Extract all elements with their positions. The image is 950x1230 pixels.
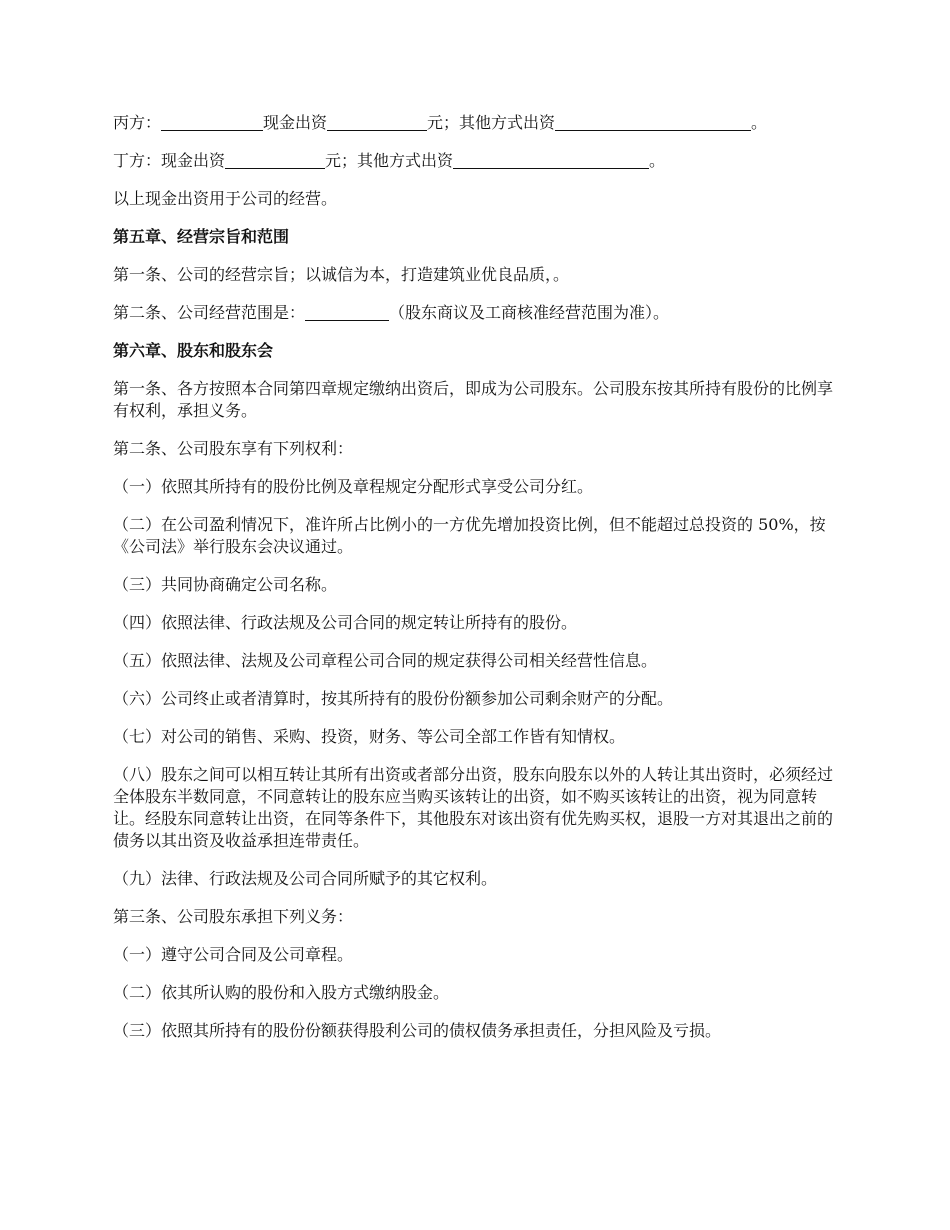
document-page [113, 112, 841, 1058]
party-c-label: 丙方： [113, 113, 162, 132]
party-d-other-blank [453, 152, 649, 169]
party-c-line [113, 112, 841, 134]
right-item-9: （九）法律、行政法规及公司合同所赋予的其它权利。 [113, 869, 498, 888]
scope-label: 第二条、公司经营范围是： [113, 303, 306, 322]
right-item-6: （六）公司终止或者清算时，按其所持有的股份份额参加公司剩余财产的分配。 [113, 689, 674, 708]
party-c-other-label: 元；其他方式出资 [427, 113, 556, 132]
obligation-item-2: （二）依其所认购的股份和入股方式缴纳股金。 [113, 983, 450, 1002]
chapter-5-heading: 第五章、经营宗旨和范围 [113, 227, 290, 246]
scope-blank [305, 304, 389, 321]
right-item-4: （四）依照法律、行政法规及公司合同的规定转让所持有的股份。 [113, 613, 578, 632]
right-item-1: （一）依照其所持有的股份比例及章程规定分配形式享受公司分红。 [113, 477, 594, 496]
right-item-8: （八）股东之间可以相互转让其所有出资或者部分出资，股东向股东以外的人转让其出资时，必须经过全体股东半数同意，不同意转让的股东应当购买该转让的出资，如不购买该转让的出资，视为同意转让。经股东同意转让出资，在同等条件下，其他股东对该出资有优先购买权，退股一方对其退出之前的债务以其出资及收益承担连带责任。 [113, 765, 834, 850]
party-c-cash-label: 现金出资 [263, 113, 328, 132]
article-3-obligations: 第三条、公司股东承担下列义务： [113, 907, 354, 926]
party-d-cash-blank [225, 152, 325, 169]
party-d-end: 。 [649, 151, 666, 170]
obligation-item-3: （三）依照其所持有的股份份额获得股利公司的债权债务承担责任，分担风险及亏损。 [113, 1021, 722, 1040]
article-2-scope [113, 302, 841, 324]
party-c-other-blank [555, 114, 751, 131]
article-1-purpose: 第一条、公司的经营宗旨；以诚信为本，打造建筑业优良品质，。 [113, 265, 570, 284]
chapter-6-heading: 第六章、股东和股东会 [113, 341, 274, 360]
right-item-5: （五）依照法律、法规及公司章程公司合同的规定获得公司相关经营性信息。 [113, 651, 658, 670]
party-d-line [113, 150, 841, 172]
party-d-cash-label: 丁方：现金出资 [113, 151, 226, 170]
article-1-shareholders: 第一条、各方按照本合同第四章规定缴纳出资后，即成为公司股东。公司股东按其所持有股份的比例享有权利，承担义务。 [113, 379, 834, 420]
scope-note: （股东商议及工商核准经营范围为准）。 [389, 303, 670, 322]
cash-usage-paragraph: 以上现金出资用于公司的经营。 [113, 189, 338, 208]
obligation-item-1: （一）遵守公司合同及公司章程。 [113, 945, 354, 964]
party-c-end: 。 [751, 113, 768, 132]
right-item-7: （七）对公司的销售、采购、投资，财务、等公司全部工作皆有知情权。 [113, 727, 626, 746]
right-item-3: （三）共同协商确定公司名称。 [113, 575, 338, 594]
party-d-other-label: 元；其他方式出资 [325, 151, 454, 170]
party-c-cash-blank [327, 114, 427, 131]
party-c-name-blank [161, 114, 263, 131]
article-2-rights: 第二条、公司股东享有下列权利： [113, 439, 354, 458]
right-item-2: （二）在公司盈利情况下，准许所占比例小的一方优先增加投资比例，但不能超过总投资的 50%，按《公司法》举行股东会决议通过。 [113, 515, 826, 556]
